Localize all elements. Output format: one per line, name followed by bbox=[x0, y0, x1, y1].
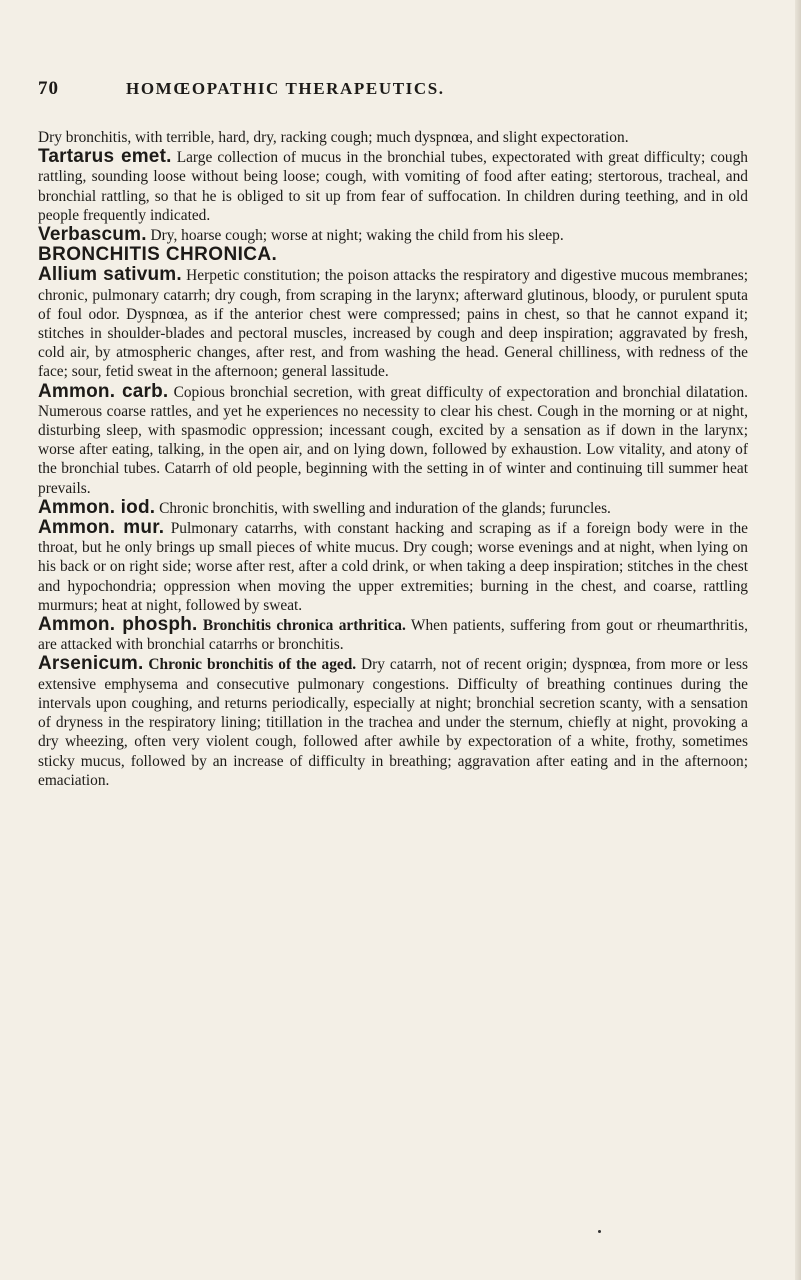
subheading: Chronic bronchitis of the aged. bbox=[148, 656, 357, 674]
ink-speck bbox=[598, 1230, 601, 1233]
paragraph-allium-sativum bbox=[38, 265, 748, 381]
remedy-name: Ammon. phosph. bbox=[38, 614, 198, 636]
section-title: BRONCHITIS CHRONICA. bbox=[38, 244, 278, 266]
paragraph-text: Dry, hoarse cough; worse at night; waking the child from his sleep. bbox=[146, 227, 564, 245]
paragraph-dry-bronchitis bbox=[38, 128, 748, 147]
paragraph-ammon-carb bbox=[38, 382, 748, 498]
remedy-name: Ammon. mur. bbox=[38, 517, 165, 539]
paragraph-text: Pulmonary catarrhs, with constant hacking and scraping as if a foreign body were in the throat, but he only brings up small pieces of white mucus. Dry cough; worse evenings and at night, when lying on his back or on right side; worse after rest, after a cold drink, or when taking a deep inspiration; stitches in the chest and hypochondria; oppression when moving the upper extremities; burning in the chest, and coarse, rattling murmurs; heat at night, followed by sweat. bbox=[38, 520, 749, 614]
paragraph-text: Dry catarrh, not of recent origin; dyspnœa, from more or less extensive emphysema and consecutive pulmonary congestions. Difficulty of breathing continues during the intervals upon coughing, and returns periodically, especially at night; bronchial secretion scanty, with a sensation of dryness in the respiratory lining; titillation in the trachea and under the sternum, chiefly at night, provoking a dry wheezing, often very violent cough, followed after awhile by expectoration of a white, frothy, sometimes sticky mucus, followed by an increase of difficulty in breathing; aggravation after eating and in the afternoon; emaciation. bbox=[38, 656, 748, 789]
paragraph-text: Large collection of mucus in the bronchial tubes, expectorated with great difficulty; cough rattling, sounding loose without being loose; cough, with vomiting of food after eating; stertorous, tracheal, and bronchial rattling, so that he is obliged to sit up from fear of suffocation. In children during teething, and in old people frequently indicated. bbox=[38, 149, 748, 224]
paragraph-verbascum bbox=[38, 225, 748, 245]
paragraph-ammon-mur bbox=[38, 518, 748, 615]
page-header bbox=[38, 78, 743, 102]
remedy-name: Tartarus emet. bbox=[38, 146, 172, 168]
paragraph-text: Herpetic constitution; the poison attacks the respiratory and digestive mucous membranes; chronic, pulmonary catarrh; dry cough, from scraping in the larynx; afterward glutinous, bloody, or purulent sputa of foul odor. Dyspnœa, as if the anterior chest were compressed; pains in chest, so that he cannot expand it; stitches in shoulder-blades and pectoral muscles, increased by cough and deep inspiration; aggravated by fresh, cold air, by atmospheric changes, after rest, and from washing the head. General chilliness, with redness of the face; sour, fetid sweat in the afternoon; general lassitude. bbox=[38, 267, 749, 381]
remedy-name: Arsenicum. bbox=[38, 653, 144, 675]
paragraph-text: Chronic bronchitis, with swelling and induration of the glands; furuncles. bbox=[155, 499, 611, 517]
body-text bbox=[38, 128, 748, 790]
paragraph-text: Dry bronchitis, with terrible, hard, dry, racking cough; much dyspnœa, and slight expectoration. bbox=[38, 129, 629, 146]
page-edge bbox=[795, 0, 801, 1280]
remedy-name: Allium sativum. bbox=[38, 264, 182, 286]
paragraph-tartarus-emet bbox=[38, 147, 748, 225]
remedy-name: Ammon. carb. bbox=[38, 380, 169, 402]
section-heading bbox=[38, 245, 748, 265]
remedy-name: Verbascum. bbox=[38, 224, 147, 246]
page-number: 70 bbox=[38, 78, 59, 99]
paragraph-arsenicum bbox=[38, 654, 748, 789]
paragraph-text: Copious bronchial secretion, with great difficulty of expectoration and bronchial dilatation. Numerous coarse rattles, and yet he experiences no necessity to clear his chest. Cough in the morning or at night, disturbing sleep, with spasmodic oppression; incessant cough, excited by a sensation as if down in the larynx; worse after eating, talking, in the open air, and on lying down, followed by exhaustion. Low vitality, and atony of the bronchial tubes. Catarrh of old people, beginning with the setting in of winter and continuing till summer heat prevails. bbox=[38, 383, 748, 497]
paragraph-text: When patients, suffering from gout or rheumarthritis, are attacked with bronchial catarrhs or bronchitis. bbox=[38, 617, 748, 654]
remedy-name: Ammon. iod. bbox=[38, 496, 156, 518]
subheading: Bronchitis chronica arthritica. bbox=[202, 617, 406, 635]
running-head: HOMŒOPATHIC THERAPEUTICS. bbox=[126, 79, 445, 98]
paragraph-ammon-phosph bbox=[38, 615, 748, 654]
paragraph-ammon-iod bbox=[38, 498, 748, 518]
